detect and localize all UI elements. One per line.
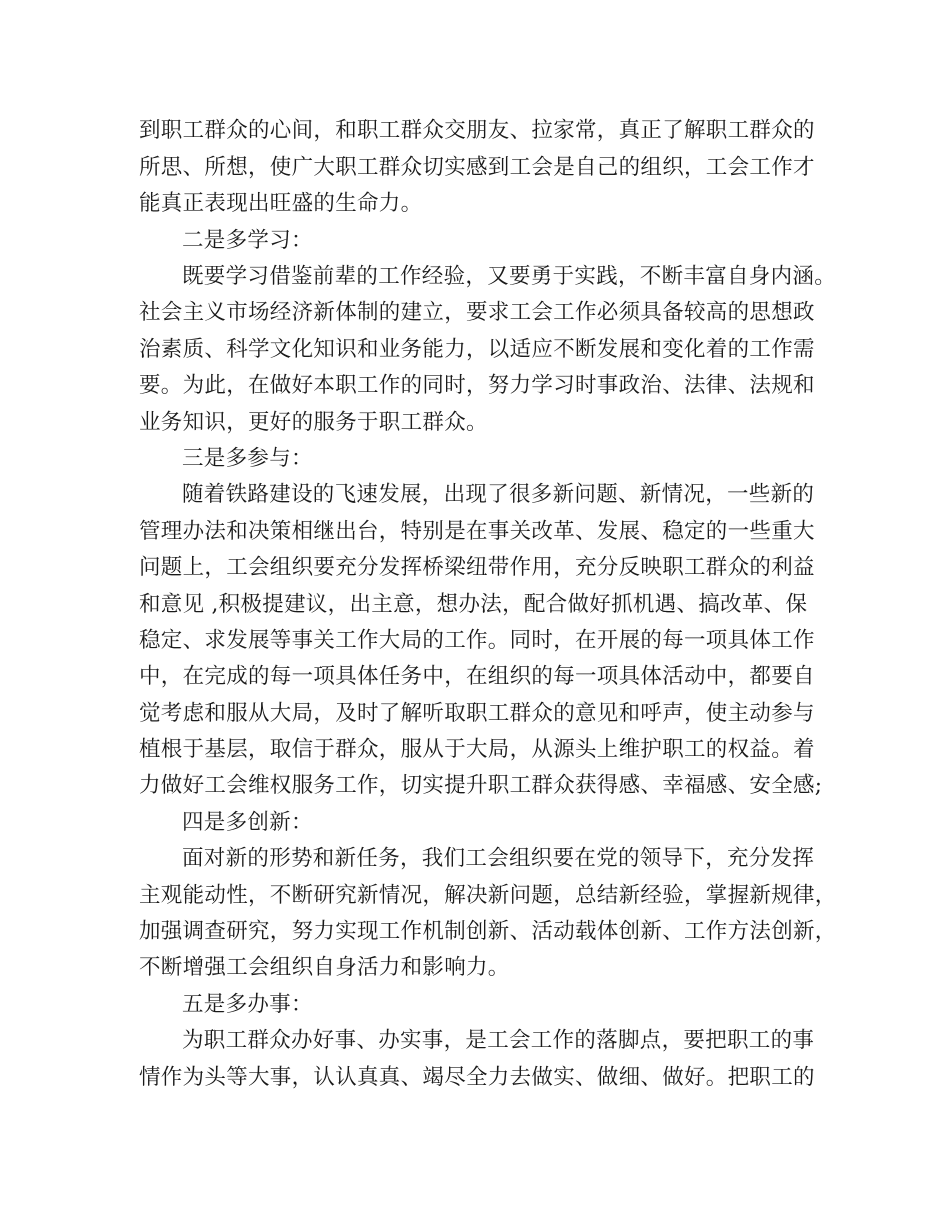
text-line: 主观能动性，不断研究新情况，解决新问题，总结新经验，掌握新规律， (139, 883, 837, 908)
text-line: 觉考虑和服从大局，及时了解听取职工群众的意见和呼声，使主动参与 (139, 701, 815, 726)
text-line: 社会主义市场经济新体制的建立，要求工会工作必须具备较高的思想政 (139, 300, 815, 325)
text-line: 管理办法和决策相继出台，特别是在事关改革、发展、稳定的一些重大 (139, 519, 815, 544)
text-line: 业务知识，更好的服务于职工群众。 (139, 410, 488, 435)
text-line: 不断增强工会组织自身活力和影响力。 (139, 955, 510, 980)
section-heading: 三是多参与： (182, 446, 313, 471)
section-heading: 四是多创新： (182, 810, 313, 835)
text-line: 植根于基层，取信于群众，服从于大局，从源头上维护职工的权益。着 (139, 737, 815, 762)
text-line: 问题上，工会组织要充分发挥桥梁纽带作用，充分反映职工群众的利益 (139, 555, 815, 580)
text-line: 加强调查研究，努力实现工作机制创新、活动载体创新、工作方法创新， (139, 919, 837, 944)
text-line: 力做好工会维权服务工作，切实提升职工群众获得感、幸福感、安全感; (139, 773, 823, 798)
text-line: 治素质、科学文化知识和业务能力，以适应不断发展和变化着的工作需 (139, 337, 815, 362)
section-heading: 二是多学习： (182, 228, 313, 253)
text-line: 能真正表现出旺盛的生命力。 (139, 191, 423, 216)
text-line: 和意见 ,积极提建议，出主意，想办法，配合做好抓机遇、搞改革、保 (139, 592, 808, 617)
text-line: 为职工群众办好事、办实事，是工会工作的落脚点，要把职工的事 (182, 1028, 815, 1053)
text-line: 要。为此，在做好本职工作的同时，努力学习时事政治、法律、法规和 (139, 373, 815, 398)
text-line: 面对新的形势和新任务，我们工会组织要在党的领导下，充分发挥 (182, 846, 815, 871)
text-line: 所思、所想，使广大职工群众切实感到工会是自己的组织，工会工作才 (139, 155, 815, 180)
text-line: 到职工群众的心间，和职工群众交朋友、拉家常，真正了解职工群众的 (139, 118, 815, 143)
text-line: 随着铁路建设的飞速发展，出现了很多新问题、新情况，一些新的 (182, 482, 815, 507)
text-line: 稳定、求发展等事关工作大局的工作。同时，在开展的每一项具体工作 (139, 628, 815, 653)
text-line: 情作为头等大事，认认真真、竭尽全力去做实、做细、做好。把职工的 (139, 1065, 815, 1090)
section-heading: 五是多办事： (182, 992, 313, 1017)
text-line: 既要学习借鉴前辈的工作经验，又要勇于实践，不断丰富自身内涵。 (182, 264, 837, 289)
text-line: 中，在完成的每一项具体任务中，在组织的每一项具体活动中，都要自 (139, 664, 815, 689)
